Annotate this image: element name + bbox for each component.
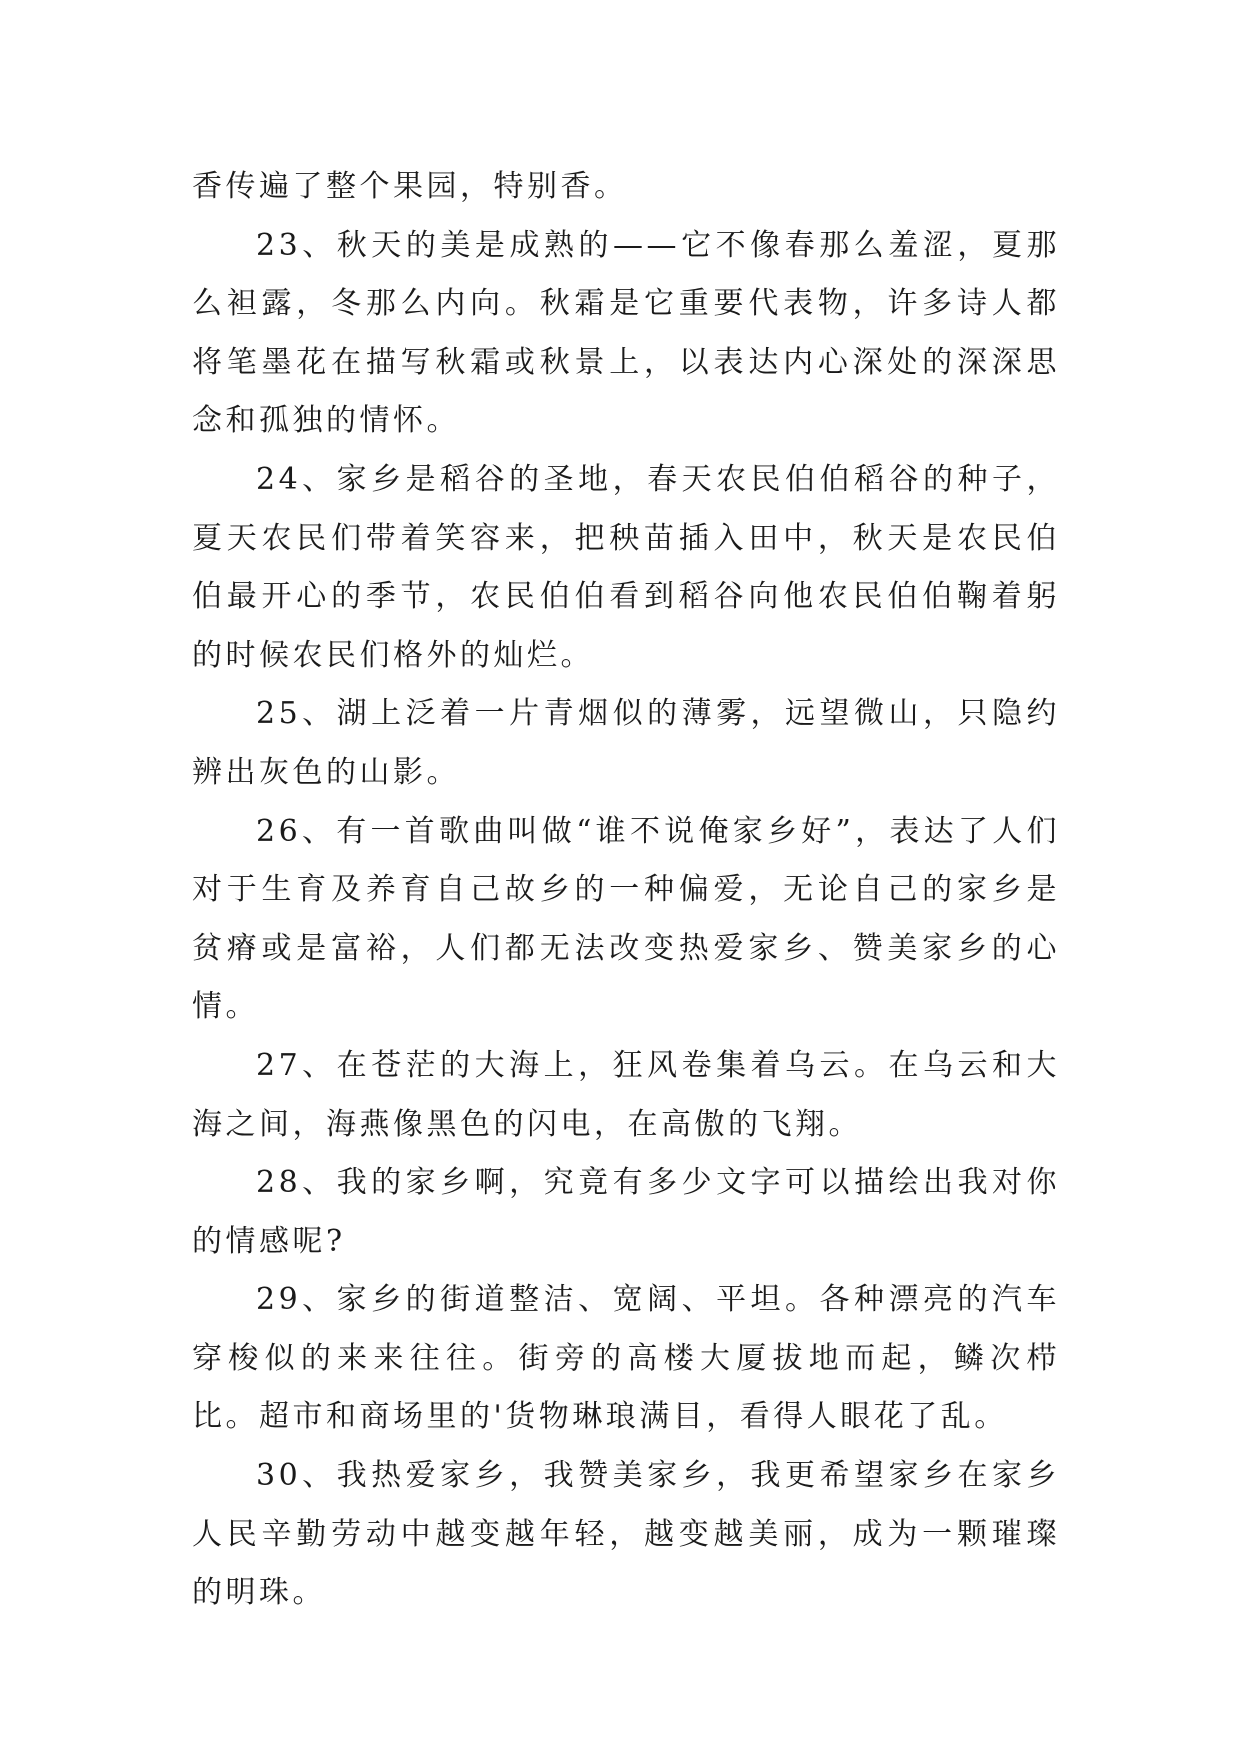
paragraph-25: 25、湖上泛着一片青烟似的薄雾，远望微山，只隐约辨出灰色的山影。: [192, 696, 1060, 790]
paragraph-28: 28、我的家乡啊，究竟有多少文字可以描绘出我对你的情感呢?: [192, 1165, 1060, 1259]
paragraph-26: 26、有一首歌曲叫做“谁不说俺家乡好”，表达了人们对于生育及养育自己故乡的一种偏爱，无论自己的家乡是贫瘠或是富裕，人们都无法改变热爱家乡、赞美家乡的心情。: [192, 813, 1060, 1025]
paragraph-27: 27、在苍茫的大海上，狂风卷集着乌云。在乌云和大海之间，海燕像黑色的闪电，在高傲的飞翔。: [192, 1047, 1060, 1142]
document-body: [192, 158, 1060, 1623]
paragraph-29: 29、家乡的街道整洁、宽阔、平坦。各种漂亮的汽车穿梭似的来来往往。街旁的高楼大厦拔地而起，鳞次栉比。超市和商场里的'货物琳琅满目，看得人眼花了乱。: [192, 1282, 1060, 1435]
paragraph-24: 24、家乡是稻谷的圣地，春天农民伯伯稻谷的种子，夏天农民们带着笑容来，把秧苗插入田中，秋天是农民伯伯最开心的季节，农民伯伯看到稻谷向他农民伯伯鞠着躬的时候农民们格外的灿烂。: [192, 461, 1060, 673]
paragraph-continuation: 香传遍了整个果园，特别香。: [192, 169, 628, 204]
paragraph-30: 30、我热爱家乡，我赞美家乡，我更希望家乡在家乡人民辛勤劳动中越变越年轻，越变越美丽，成为一颗璀璨的明珠。: [192, 1458, 1060, 1611]
paragraph-23: 23、秋天的美是成熟的——它不像春那么羞涩，夏那么袒露，冬那么内向。秋霜是它重要代表物，许多诗人都将笔墨花在描写秋霜或秋景上，以表达内心深处的深深思念和孤独的情怀。: [192, 227, 1060, 439]
